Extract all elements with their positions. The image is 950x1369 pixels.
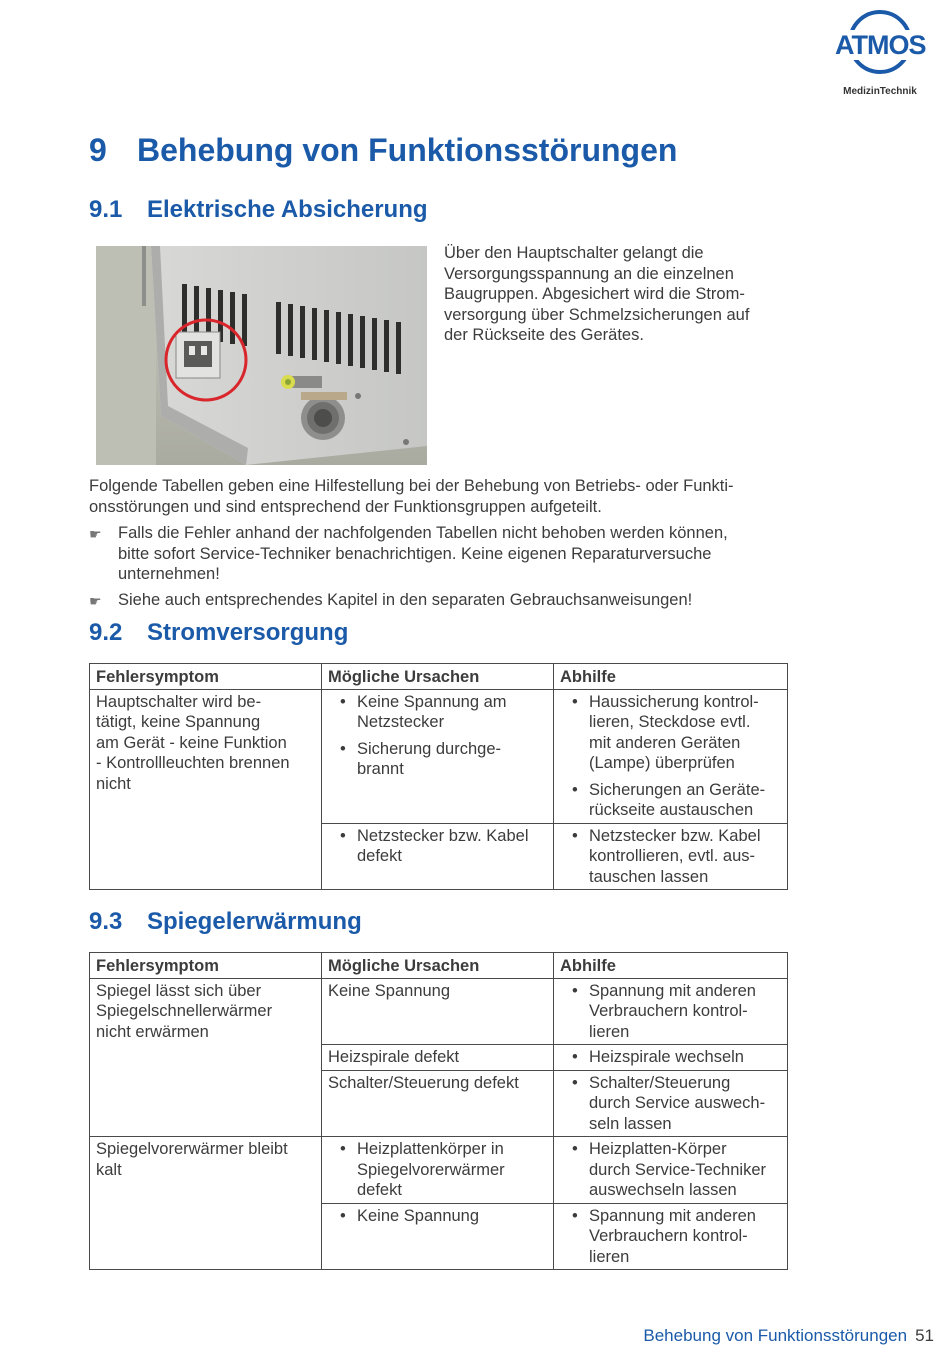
- causes-cell: [322, 1137, 554, 1204]
- causes-cell: Schalter/Steuerung defekt: [322, 1070, 554, 1137]
- device-rear-photo: [96, 246, 427, 465]
- causes-cell: [322, 823, 554, 890]
- pointing-hand-icon: ☛: [89, 526, 102, 542]
- remedy-cell: [554, 1203, 788, 1270]
- col-header-remedy: Abhilfe: [554, 664, 788, 690]
- pointing-hand-icon: ☛: [89, 593, 102, 609]
- mirror-heating-table: [89, 952, 788, 1270]
- causes-cell: [322, 1203, 554, 1270]
- chapter-number: 9: [89, 132, 107, 168]
- power-supply-table: [89, 663, 788, 890]
- remedy-cell: [554, 1045, 788, 1071]
- footer-title: Behebung von Funktionsstörungen: [643, 1326, 908, 1345]
- list-item: • Schalter/Steuerung durch Service auswech- seln lassen: [560, 1073, 781, 1135]
- causes-cell: Heizspirale defekt: [322, 1045, 554, 1071]
- fuse-description: Über den Hauptschalter gelangt die Versorgungsspannung an die einzelnen Baugruppen. Abgesichert wird die Strom- versorgung über Schmelzsicherungen auf der Rückseite des Gerätes.: [444, 244, 750, 344]
- col-header-causes: Mögliche Ursachen: [322, 953, 554, 979]
- col-header-symptom: Fehlersymptom: [90, 664, 322, 690]
- list-item: • Keine Spannung: [328, 1206, 547, 1227]
- table-header-row: [90, 953, 788, 979]
- device-rear-illustration: [96, 246, 427, 465]
- remedy-cell: [554, 1070, 788, 1137]
- causes-cell: Keine Spannung: [322, 978, 554, 1045]
- section-heading-9-2: 9.2 Stromversorgung: [89, 619, 349, 646]
- chapter-title: Behebung von Funktionsstörungen: [137, 132, 678, 168]
- table-row: [90, 1137, 788, 1204]
- list-item: • Heizspirale wechseln: [560, 1047, 781, 1068]
- list-item: • Sicherung durchge- brannt: [328, 739, 547, 780]
- remedy-cell: [554, 1137, 788, 1204]
- table-row: [90, 978, 788, 1045]
- atmos-logo: [834, 8, 934, 98]
- logo-brand: ATMOS: [835, 30, 926, 60]
- col-header-remedy: Abhilfe: [554, 953, 788, 979]
- list-item: • Spannung mit anderen Verbrauchern kontrol- lieren: [560, 1206, 781, 1268]
- list-item: • Keine Spannung am Netzstecker: [328, 692, 547, 733]
- remedy-cell: [554, 689, 788, 823]
- list-item: • Sicherungen an Geräte- rückseite austauschen: [560, 780, 781, 821]
- section-heading-9-1: 9.1 Elektrische Absicherung: [89, 196, 428, 223]
- list-item: • Heizplatten-Körper durch Service-Techniker auswechseln lassen: [560, 1139, 781, 1201]
- list-item: • Haussicherung kontrol- lieren, Steckdose evtl. mit anderen Geräten (Lampe) überprüfen: [560, 692, 781, 774]
- table-header-row: [90, 664, 788, 690]
- list-item: • Netzstecker bzw. Kabel kontrollieren, evtl. aus- tauschen lassen: [560, 826, 781, 888]
- list-item: • Spannung mit anderen Verbrauchern kontrol- lieren: [560, 981, 781, 1043]
- remedy-cell: [554, 978, 788, 1045]
- intro-paragraph: Folgende Tabellen geben eine Hilfestellung bei der Behebung von Betriebs- oder Funkti- onsstörungen und sind entsprechend der Funktionsgruppen aufgeteilt.: [89, 477, 734, 516]
- col-header-symptom: Fehlersymptom: [90, 953, 322, 979]
- chapter-heading: [89, 132, 677, 169]
- page-footer: [643, 1326, 934, 1346]
- list-item: • Heizplattenkörper in Spiegelvorerwärmer defekt: [328, 1139, 547, 1201]
- list-item: • Netzstecker bzw. Kabel defekt: [328, 826, 547, 867]
- symptom-cell: Spiegel lässt sich über Spiegelschnellerwärmer nicht erwärmen: [90, 978, 322, 1137]
- note-service: ☛ Falls die Fehler anhand der nachfolgenden Tabellen nicht behoben werden können, bitte sofort Service-Techniker benachrichtigen. Keine eigenen Reparaturversuche unternehmen!: [89, 524, 728, 583]
- remedy-cell: [554, 823, 788, 890]
- note-manuals: ☛ Siehe auch entsprechendes Kapitel in den separaten Gebrauchsanweisungen!: [89, 590, 789, 611]
- symptom-cell: Hauptschalter wird be- tätigt, keine Spannung am Gerät - keine Funktion - Kontrollleuchten brennen nicht: [90, 689, 322, 890]
- col-header-causes: Mögliche Ursachen: [322, 664, 554, 690]
- table-row: [90, 689, 788, 823]
- logo-subtitle: MedizinTechnik: [843, 86, 917, 97]
- section-heading-9-3: 9.3 Spiegelerwärmung: [89, 908, 362, 935]
- symptom-cell: Spiegelvorerwärmer bleibt kalt: [90, 1137, 322, 1270]
- page-number: 51: [915, 1326, 934, 1345]
- causes-cell: [322, 689, 554, 823]
